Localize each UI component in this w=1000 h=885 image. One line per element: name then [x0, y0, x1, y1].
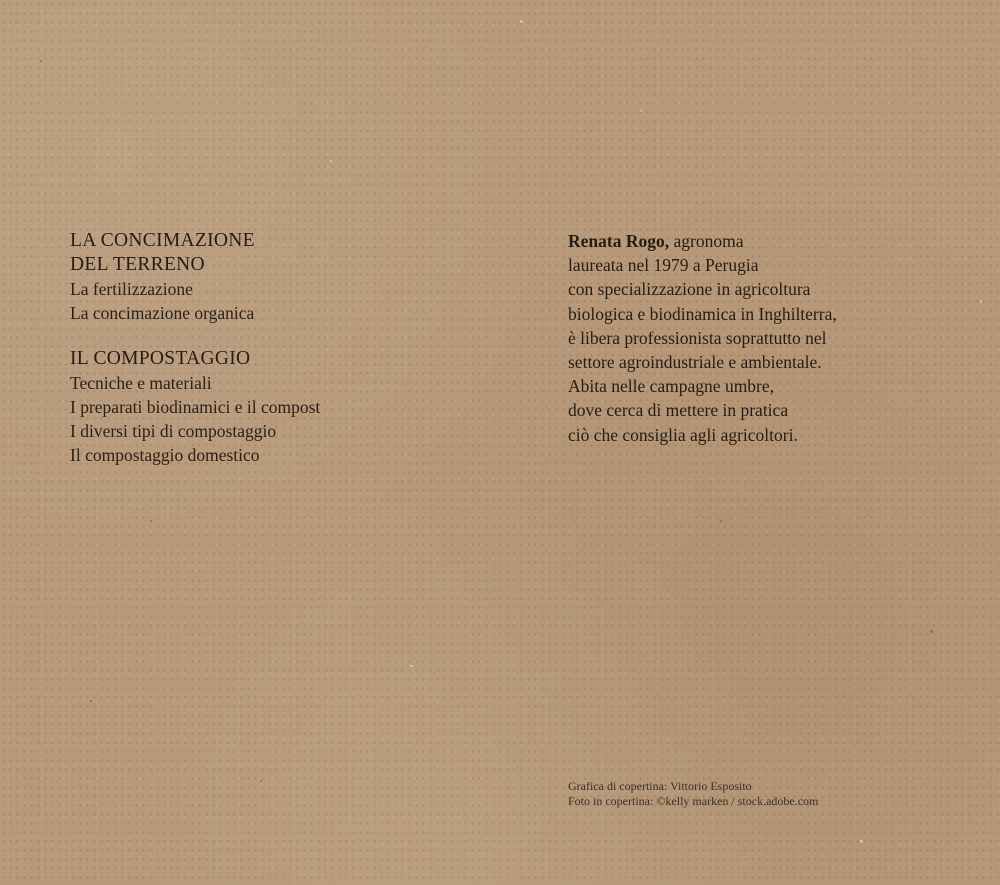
credit-design: Grafica di copertina: Vittorio Esposito: [568, 779, 752, 793]
bio-line: [568, 229, 978, 253]
toc-item: Tecniche e materiali: [70, 373, 212, 393]
bio-text: agronoma: [669, 231, 744, 251]
bio-line: dove cerca di mettere in pratica: [568, 400, 789, 421]
credit-photo: Foto in copertina: ©kelly marken / stock.adobe.com: [568, 794, 819, 808]
toc-section-compostaggio: [70, 347, 470, 467]
bio-line: settore agroindustriale e ambientale.: [568, 352, 822, 373]
bio-line: laureata nel 1979 a Perugia: [568, 255, 759, 276]
toc-heading-line: DEL TERRENO: [70, 254, 205, 275]
toc-section-concimazione: [70, 229, 470, 325]
author-bio: [568, 229, 978, 447]
toc-heading-line: LA CONCIMAZIONE: [70, 230, 255, 251]
toc-item: La concimazione organica: [70, 303, 255, 323]
bio-line: con specializzazione in agricoltura: [568, 279, 811, 300]
bio-line: ciò che consiglia agli agricoltori.: [568, 424, 798, 445]
toc-item: Il compostaggio domestico: [70, 445, 260, 465]
toc-item: I diversi tipi di compostaggio: [70, 421, 277, 441]
toc-heading-line: IL COMPOSTAGGIO: [70, 348, 251, 369]
author-name: Renata Rogo,: [568, 231, 670, 251]
toc-item: La fertilizzazione: [70, 279, 193, 299]
bio-line: Abita nelle campagne umbre,: [568, 376, 775, 397]
toc-item: I preparati biodinamici e il compost: [70, 397, 321, 417]
bio-line: biologica e biodinamica in Inghilterra,: [568, 303, 837, 324]
table-of-contents: [70, 229, 470, 489]
cover-credits: [568, 779, 968, 809]
bio-line: è libera professionista soprattutto nel: [568, 327, 827, 348]
